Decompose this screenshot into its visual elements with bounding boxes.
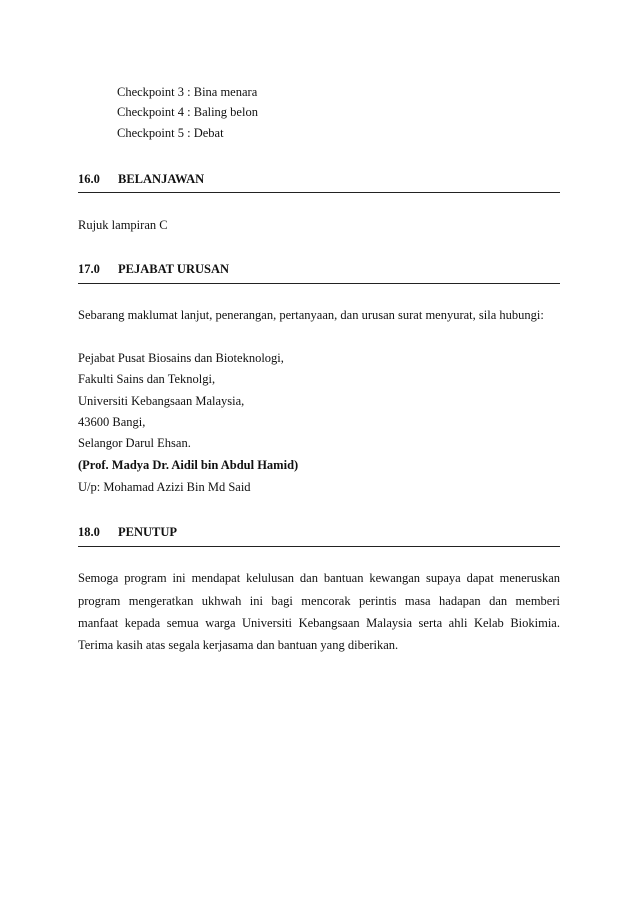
section-18-heading bbox=[78, 524, 560, 540]
closing-paragraph-line-3: manfaat kepada semua warga Universiti Kebangsaan Malaysia serta ahli Kelab Biokimia. bbox=[78, 616, 560, 630]
section-18-divider bbox=[78, 546, 560, 547]
address-line-4: 43600 Bangi, bbox=[78, 415, 146, 429]
section-16-body: Rujuk lampiran C bbox=[78, 218, 168, 232]
contact-up: U/p: Mohamad Azizi Bin Md Said bbox=[78, 480, 251, 494]
section-16-heading bbox=[78, 171, 560, 187]
section-17-heading bbox=[78, 261, 560, 277]
section-18-number: 18.0 bbox=[78, 525, 100, 539]
closing-paragraph-line-4: Terima kasih atas segala kerjasama dan bantuan yang diberikan. bbox=[78, 638, 399, 652]
section-17-divider bbox=[78, 283, 560, 284]
closing-paragraph-line-2: program mengeratkan ukhwah ini bagi mencorak perintis masa hadapan dan memberi bbox=[78, 594, 560, 608]
section-16-divider bbox=[78, 192, 560, 193]
section-16-title: BELANJAWAN bbox=[118, 172, 205, 186]
section-18-title: PENUTUP bbox=[118, 525, 178, 539]
section-16-number: 16.0 bbox=[78, 172, 100, 186]
address-line-3: Universiti Kebangsaan Malaysia, bbox=[78, 394, 245, 408]
checkpoint-3: Checkpoint 3 : Bina menara bbox=[117, 85, 258, 99]
contact-name: (Prof. Madya Dr. Aidil bin Abdul Hamid) bbox=[78, 458, 299, 472]
closing-paragraph-line-1: Semoga program ini mendapat kelulusan dan bantuan kewangan supaya dapat meneruskan bbox=[78, 571, 560, 585]
section-17-intro: Sebarang maklumat lanjut, penerangan, pertanyaan, dan urusan surat menyurat, sila hubungi: bbox=[78, 308, 544, 322]
checkpoint-5: Checkpoint 5 : Debat bbox=[117, 126, 224, 140]
checkpoint-4: Checkpoint 4 : Baling belon bbox=[117, 105, 258, 119]
address-line-1: Pejabat Pusat Biosains dan Bioteknologi, bbox=[78, 351, 284, 365]
address-line-5: Selangor Darul Ehsan. bbox=[78, 436, 191, 450]
section-17-title: PEJABAT URUSAN bbox=[118, 262, 230, 276]
section-17-number: 17.0 bbox=[78, 262, 100, 276]
address-line-2: Fakulti Sains dan Teknolgi, bbox=[78, 372, 216, 386]
